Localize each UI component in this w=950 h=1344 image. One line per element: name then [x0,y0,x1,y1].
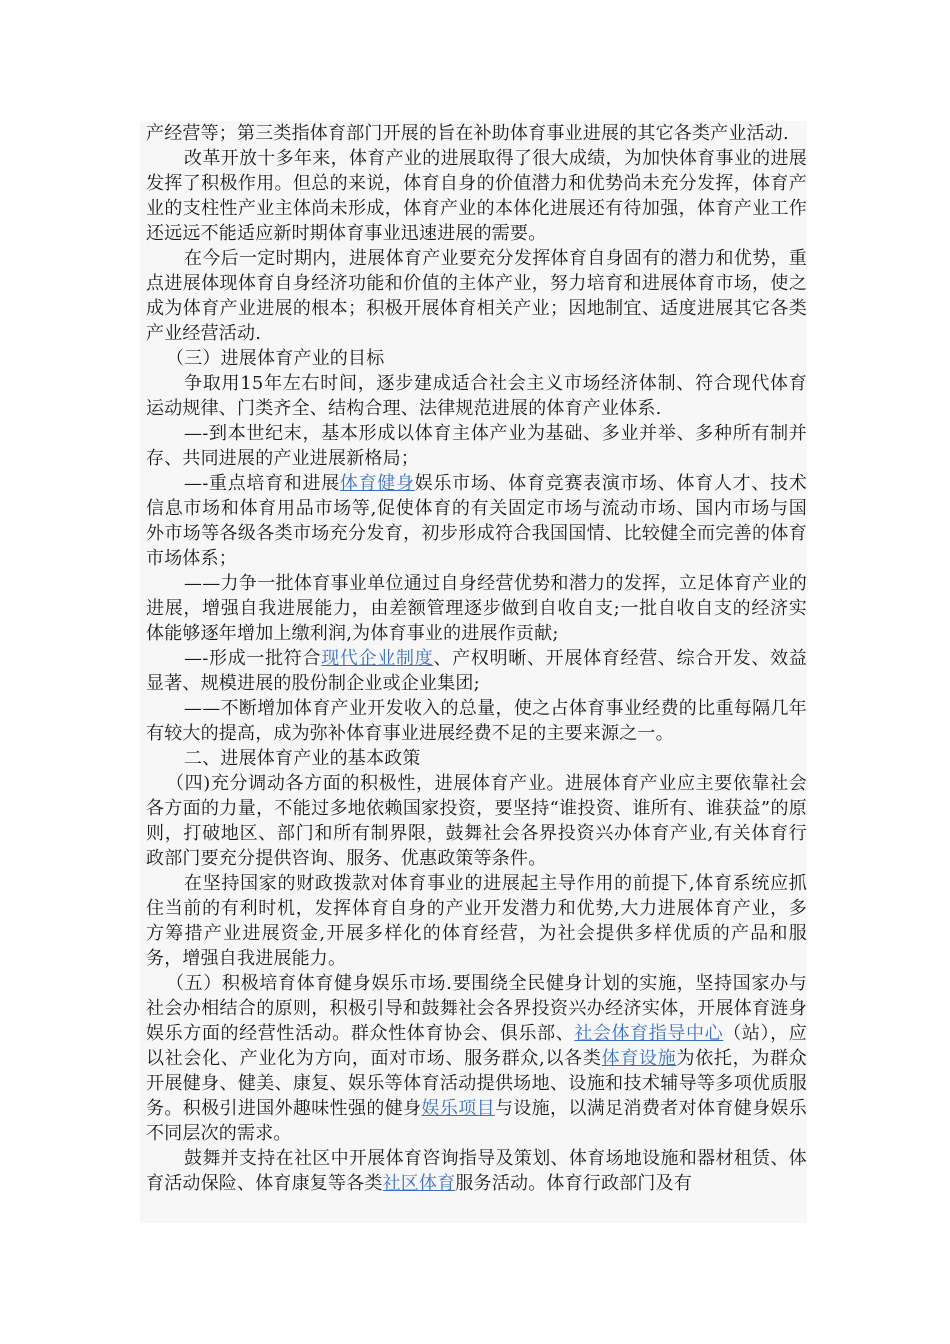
paragraph-p7 [146,471,807,571]
paragraph-text: 服务活动。体育行政部门及有 [455,1173,693,1194]
link-tiyu-sheshi[interactable]: 体育设施 [601,1048,677,1069]
paragraph-p11 [146,746,807,771]
link-shehui-tiyu-zhidao-zhongxin[interactable]: 社会体育指导中心 [574,1023,724,1044]
paragraph-p2 [146,146,807,246]
paragraph-text: 争取用15年左右时间，逐步建成适合社会主义市场经济体制、符合现代体育运动规律、门类齐全、结构合理、法律规范进展的体育产业体系. [146,373,807,419]
paragraph-text: 二、进展体育产业的基本政策 [184,748,421,769]
document-body [140,121,807,1223]
paragraph-p12 [146,771,807,871]
paragraph-text: ——力争一批体育事业单位通过自身经营优势和潜力的发挥，立足体育产业的进展，增强自我进展能力，由差额管理逐步做到自收自支;一批自收自支的经济实体能够逐年增加上缴利润,为体育事业的进展作贡献; [146,573,807,644]
paragraph-text: 、产权明晰、开展体育经营、综合开发、效益显著、规模进展的股份制企业或企业集团; [146,648,808,694]
paragraph-text: （站），应以社会化、产业化为方向，面对市场、服务群众,以各类 [146,1023,807,1069]
paragraph-p8 [146,571,807,646]
paragraph-text: 鼓舞并支持在社区中开展体育咨询指导及策划、体育场地设施和器材租赁、体育活动保险、体育康复等各类 [146,1148,807,1194]
paragraph-p14 [146,971,807,1146]
paragraph-text: ——不断增加体育产业开发收入的总量，使之占体育事业经费的比重每隔几年有较大的提高，成为弥补体育事业进展经费不足的主要来源之一。 [146,698,807,744]
paragraph-p3 [146,246,807,346]
paragraph-text: —-形成一批符合 [184,648,322,669]
paragraph-p15 [146,1146,807,1196]
link-shequ-tiyu[interactable]: 社区体育 [382,1173,456,1194]
link-yule-xiangmu[interactable]: 娱乐项目 [421,1098,495,1119]
paragraph-text: 在坚持国家的财政拨款对体育事业的进展起主导作用的前提下,体育系统应抓住当前的有利时机，发挥体育自身的产业开发潜力和优势,大力进展体育产业，多方筹措产业进展资金,开展多样化的体育经营，为社会提供多样优质的产品和服务，增强自我进展能力。 [146,873,807,969]
paragraph-text: （五）积极培育体育健身娱乐市场.要围绕全民健身计划的实施，坚持国家办与社会办相结合的原则，积极引导和鼓舞社会各界投资兴办经济实体，开展体育涟身娱乐方面的经营性活动。群众性体育协会、俱乐部、 [146,973,807,1044]
paragraph-text: 娱乐市场、体育竞赛表演市场、体育人才、技术信息市场和体育用品市场等,促使体育的有关固定市场与流动市场、国内市场与国外市场等各级各类市场充分发育，初步形成符合我国国情、比较健全而完善的体育市场体系； [146,473,807,569]
paragraph-text: 与设施，以满足消费者对体育健身娱乐不同层次的需求。 [146,1098,807,1144]
paragraph-p6 [146,421,807,471]
paragraph-p13 [146,871,807,971]
paragraph-p4 [146,346,807,371]
paragraph-p5 [146,371,807,421]
paragraph-text: 在今后一定时期内，进展体育产业要充分发挥体育自身固有的潜力和优势，重点进展体现体育自身经济功能和价值的主体产业，努力培育和进展体育市场，使之成为体育产业进展的根本；积极开展体育相关产业；因地制宜、适度进展其它各类产业经营活动. [146,248,807,344]
paragraph-text: 产经营等；第三类指体育部门开展的旨在补助体育事业进展的其它各类产业活动. [146,123,789,144]
paragraph-text: （四)充分调动各方面的积极性，进展体育产业。进展体育产业应主要依靠社会各方面的力量，不能过多地依赖国家投资，要坚持“谁投资、谁所有、谁获益”的原则，打破地区、部门和所有制界限，鼓舞社会各界投资兴办体育产业,有关体育行政部门要充分提供咨询、服务、优惠政策等条件。 [146,773,807,869]
paragraph-text: —-到本世纪末，基本形成以体育主体产业为基础、多业并举、多种所有制并存、共同进展的产业进展新格局； [146,423,807,469]
paragraph-text: 为依托，为群众开展健身、健美、康复、娱乐等体育活动提供场地、设施和技术辅导等多项优质服务。积极引进国外趣味性强的健身 [146,1048,807,1119]
paragraph-text: 改革开放十多年来，体育产业的进展取得了很大成绩，为加快体育事业的进展发挥了积极作用。但总的来说，体育自身的价值潜力和优势尚未充分发挥，体育产业的支柱性产业主体尚未形成，体育产业的本体化进展还有待加强，体育产业工作还远远不能适应新时期体育事业迅速进展的需要。 [146,148,807,244]
paragraph-p1 [146,121,807,146]
paragraph-text: （三）进展体育产业的目标 [166,348,385,369]
link-xiandai-qiye-zhidu[interactable]: 现代企业制度 [321,648,434,669]
paragraph-text: —-重点培育和进展 [184,473,340,494]
paragraph-p9 [146,646,807,696]
paragraph-p10 [146,696,807,746]
link-tiyu-jianshen[interactable]: 体育健身 [339,473,415,494]
